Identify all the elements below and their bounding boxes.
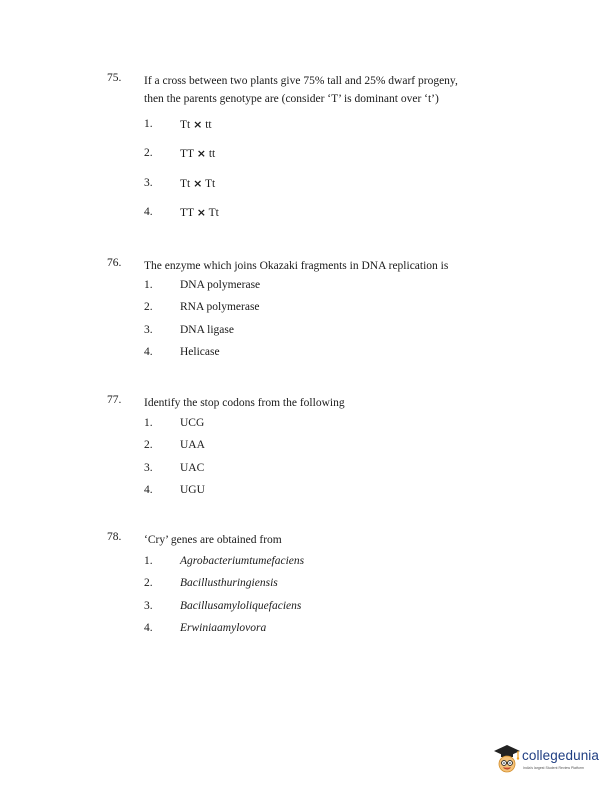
option-text: UGU — [180, 484, 205, 496]
option-number: 4. — [144, 622, 153, 634]
option-number: 2. — [144, 439, 153, 451]
question-number: 75. — [107, 72, 122, 84]
option-number: 4. — [144, 484, 153, 496]
option-number: 4. — [144, 206, 153, 218]
option-3 — [0, 462, 612, 480]
collegedunia-logo — [490, 742, 608, 778]
logo-tagline: India's largest Student Review Platform — [523, 766, 584, 770]
option-1 — [0, 555, 612, 573]
option-number: 1. — [144, 417, 153, 429]
option-2 — [0, 301, 612, 319]
option-3 — [0, 177, 612, 195]
option-2 — [0, 577, 612, 595]
question-number: 77. — [107, 394, 122, 406]
question-text-line-2: then the parents genotype are (consider ‘T’ is dominant over ‘t’) — [144, 93, 439, 105]
cross-icon: × — [193, 177, 203, 190]
option-2 — [0, 439, 612, 457]
option-text: UAC — [180, 462, 205, 474]
option-4 — [0, 622, 612, 640]
option-text — [180, 206, 219, 219]
question-number: 78. — [107, 531, 122, 543]
option-text: Bacillusamyloliquefaciens — [180, 600, 302, 612]
option-text: UAA — [180, 439, 205, 451]
genotype-left: TT — [180, 207, 194, 219]
option-4 — [0, 206, 612, 224]
cross-icon: × — [196, 147, 206, 160]
option-4 — [0, 484, 612, 502]
option-number: 3. — [144, 177, 153, 189]
genotype-left: Tt — [180, 178, 191, 190]
option-text: Agrobacteriumtumefaciens — [180, 555, 305, 567]
genotype-right: tt — [205, 119, 212, 131]
genotype-right: Tt — [205, 178, 216, 190]
option-text: DNA ligase — [180, 324, 234, 336]
option-1 — [0, 417, 612, 435]
question-text: The enzyme which joins Okazaki fragments in DNA replication is — [144, 260, 449, 272]
option-number: 3. — [144, 462, 153, 474]
option-number: 2. — [144, 301, 153, 313]
option-number: 4. — [144, 346, 153, 358]
genotype-right: Tt — [208, 207, 219, 219]
option-number: 1. — [144, 555, 153, 567]
option-3 — [0, 324, 612, 342]
option-number: 3. — [144, 324, 153, 336]
option-text: Bacillusthuringiensis — [180, 577, 278, 589]
logo-wordmark: collegedunia — [522, 748, 600, 763]
graduate-mascot-icon — [490, 742, 522, 778]
cross-icon: × — [196, 206, 206, 219]
question-text: ‘Cry’ genes are obtained from — [144, 534, 282, 546]
option-number: 1. — [144, 118, 153, 130]
question-number: 76. — [107, 257, 122, 269]
genotype-left: TT — [180, 148, 194, 160]
genotype-right: tt — [208, 148, 216, 160]
option-text — [180, 147, 215, 160]
option-text: Helicase — [180, 346, 220, 358]
cross-icon: × — [193, 118, 203, 131]
option-number: 2. — [144, 147, 153, 159]
option-text: Erwiniaamylovora — [180, 622, 267, 634]
option-text — [180, 177, 215, 190]
option-4 — [0, 346, 612, 364]
option-text — [180, 118, 212, 131]
question-text-line-1: If a cross between two plants give 75% tall and 25% dwarf progeny, — [144, 75, 458, 87]
option-number: 3. — [144, 600, 153, 612]
option-2 — [0, 147, 612, 165]
option-text: DNA polymerase — [180, 279, 261, 291]
question-text: Identify the stop codons from the following — [144, 397, 345, 409]
option-text: RNA polymerase — [180, 301, 260, 313]
option-number: 2. — [144, 577, 153, 589]
option-1 — [0, 279, 612, 297]
option-text: UCG — [180, 417, 205, 429]
option-number: 1. — [144, 279, 153, 291]
option-3 — [0, 600, 612, 618]
genotype-left: Tt — [180, 119, 191, 131]
option-1 — [0, 118, 612, 136]
